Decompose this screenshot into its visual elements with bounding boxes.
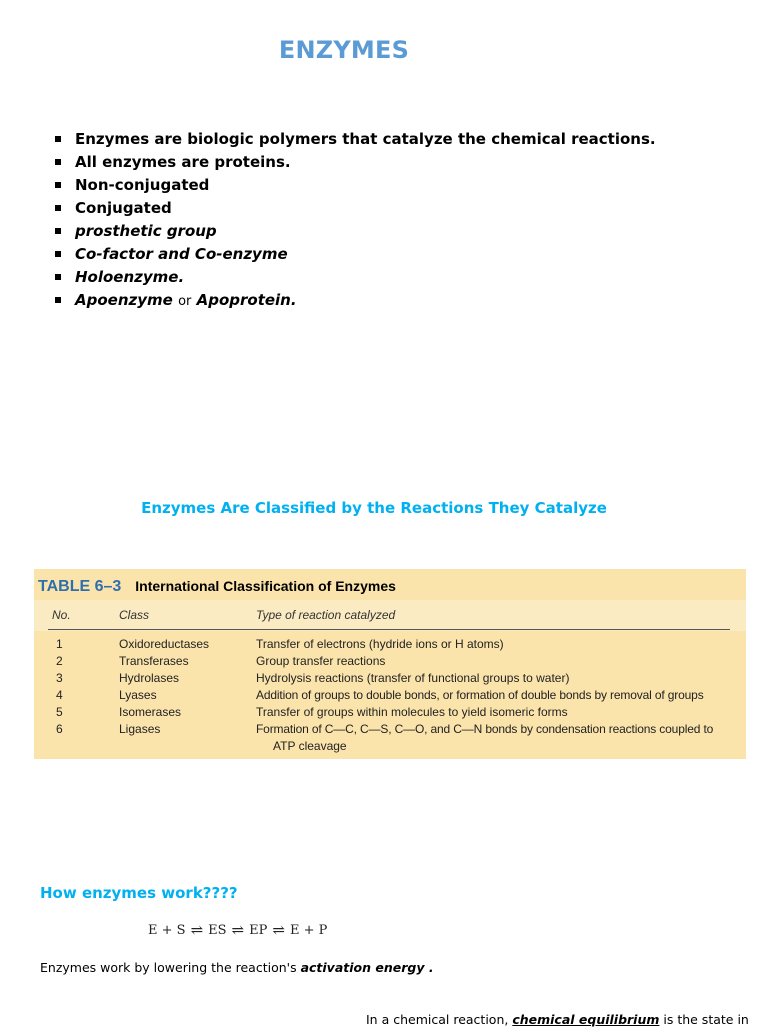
paragraph-text: Enzymes work by lowering the reaction's bbox=[40, 960, 301, 975]
column-header-no: No. bbox=[52, 608, 71, 622]
bullet-item: Conjugated bbox=[52, 197, 656, 220]
equation-term: E + P bbox=[289, 923, 328, 938]
classification-heading: Enzymes Are Classified by the Reactions They Catalyze bbox=[141, 499, 607, 517]
table-cell-class: Oxidoreductases bbox=[119, 637, 210, 651]
table-caption bbox=[38, 578, 396, 596]
table-cell-class: Lyases bbox=[119, 688, 157, 702]
table-cell-class: Ligases bbox=[119, 722, 161, 736]
bullet-connector: or bbox=[178, 294, 192, 309]
table-cell-no: 6 bbox=[56, 722, 63, 736]
paragraph-emphasis: activation energy . bbox=[300, 960, 434, 975]
table-header-rule bbox=[48, 629, 730, 630]
bullet-item: Holoenzyme. bbox=[52, 266, 656, 289]
enzyme-classification-table bbox=[34, 569, 746, 759]
how-enzymes-work-heading: How enzymes work???? bbox=[40, 884, 238, 902]
paragraph-text: is the state in bbox=[659, 1012, 749, 1027]
table-cell-no: 5 bbox=[56, 705, 63, 719]
enzyme-bullet-list bbox=[52, 128, 656, 313]
column-header-type: Type of reaction catalyzed bbox=[256, 608, 396, 622]
activation-energy-paragraph bbox=[40, 960, 434, 975]
table-cell-class: Hydrolases bbox=[119, 671, 180, 685]
bullet-item: Co-factor and Co-enzyme bbox=[52, 243, 656, 266]
table-number: TABLE 6–3 bbox=[38, 578, 122, 595]
bullet-item bbox=[52, 289, 656, 313]
equilibrium-arrow-icon: ⇌ bbox=[231, 921, 245, 939]
table-cell-type: Group transfer reactions bbox=[256, 654, 386, 668]
bullet-item: Non-conjugated bbox=[52, 174, 656, 197]
table-cell-type: Transfer of groups within molecules to yield isomeric forms bbox=[256, 705, 568, 719]
bullet-term: Apoprotein. bbox=[196, 291, 297, 309]
page-title: ENZYMES bbox=[278, 36, 410, 64]
table-cell-class: Transferases bbox=[119, 654, 189, 668]
equilibrium-paragraph bbox=[366, 1012, 749, 1027]
equation-term: E + S bbox=[148, 923, 186, 938]
equation-term: EP bbox=[249, 923, 268, 938]
paragraph-text: In a chemical reaction, bbox=[366, 1012, 513, 1027]
table-cell-no: 3 bbox=[56, 671, 63, 685]
equilibrium-arrow-icon: ⇌ bbox=[190, 921, 204, 939]
bullet-item: prosthetic group bbox=[52, 220, 656, 243]
table-cell-class: Isomerases bbox=[119, 705, 182, 719]
table-cell-type-continued: ATP cleavage bbox=[273, 739, 347, 753]
bullet-item: All enzymes are proteins. bbox=[52, 151, 656, 174]
bullet-item: Enzymes are biologic polymers that catalyze the chemical reactions. bbox=[52, 128, 656, 151]
table-cell-no: 2 bbox=[56, 654, 63, 668]
equilibrium-arrow-icon: ⇌ bbox=[272, 921, 285, 939]
table-cell-type: Formation of C—C, C—S, C—O, and C—N bonds by condensation reactions coupled to bbox=[256, 722, 714, 736]
table-cell-no: 4 bbox=[56, 688, 63, 702]
table-cell-type: Addition of groups to double bonds, or formation of double bonds by removal of groups bbox=[256, 688, 704, 702]
table-cell-no: 1 bbox=[56, 637, 63, 651]
column-header-class: Class bbox=[119, 608, 150, 622]
bullet-term: Apoenzyme bbox=[75, 291, 173, 309]
table-name: International Classification of Enzymes bbox=[135, 578, 396, 594]
reaction-equation bbox=[148, 921, 327, 939]
table-cell-type: Hydrolysis reactions (transfer of functional groups to water) bbox=[256, 671, 570, 685]
equation-term: ES bbox=[208, 923, 227, 938]
paragraph-emphasis: chemical equilibrium bbox=[512, 1012, 660, 1027]
table-cell-type: Transfer of electrons (hydride ions or H atoms) bbox=[256, 637, 504, 651]
